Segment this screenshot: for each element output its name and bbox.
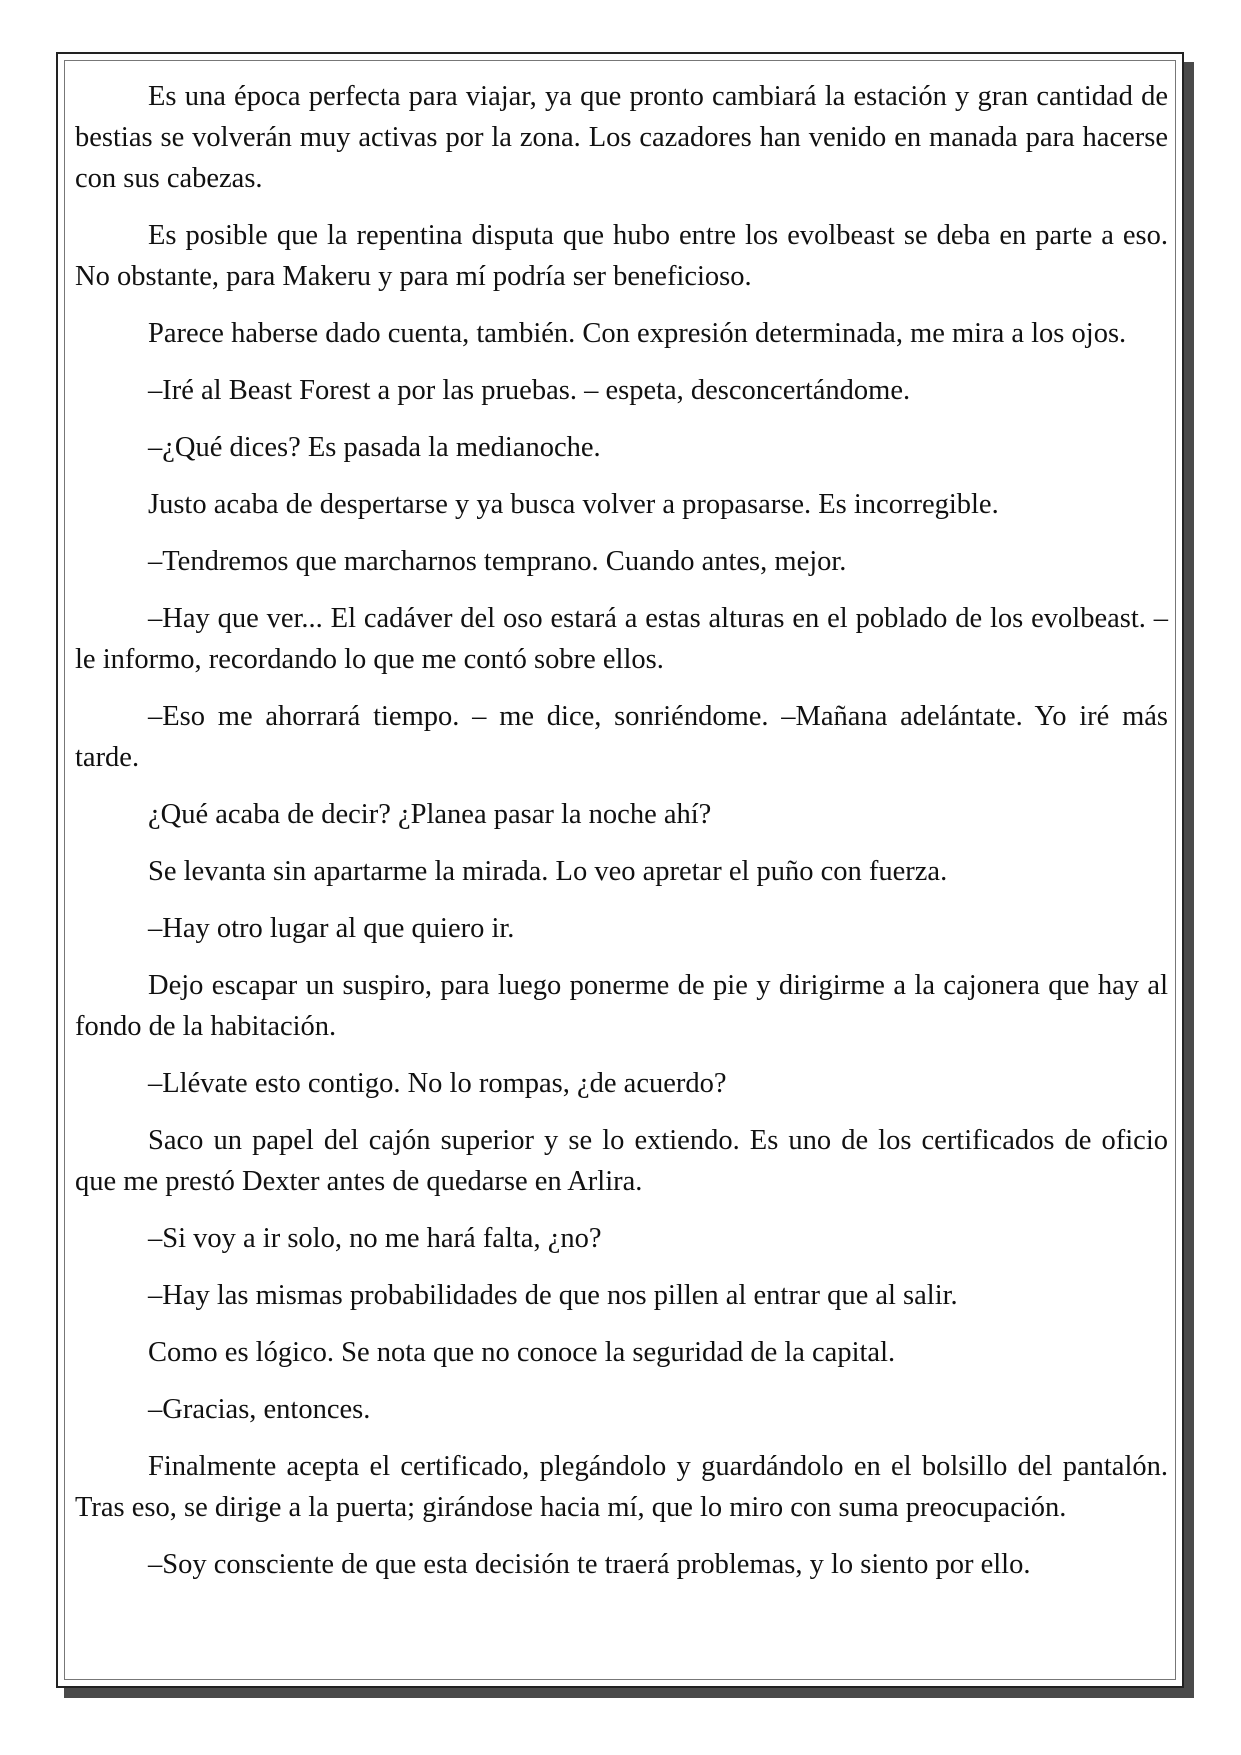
paragraph: Saco un papel del cajón superior y se lo extiendo. Es uno de los certificados de oficio que me prestó Dexter antes de quedarse en Arlira. — [75, 1125, 1168, 1197]
dialogue-line: –Hay que ver... El cadáver del oso estará a estas alturas en el poblado de los evolbeast. – le informo, recordando lo que me contó sobre ellos. — [75, 603, 1168, 675]
dialogue-line: –Tendremos que marcharnos temprano. Cuando antes, mejor. — [148, 546, 847, 577]
paragraph: Justo acaba de despertarse y ya busca volver a propasarse. Es incorregible. — [148, 489, 999, 520]
paragraph: Es posible que la repentina disputa que hubo entre los evolbeast se deba en parte a eso. No obstante, para Makeru y para mí podría ser beneficioso. — [75, 220, 1168, 292]
dialogue-line: –Gracias, entonces. — [148, 1394, 371, 1425]
paragraph: Se levanta sin apartarme la mirada. Lo veo apretar el puño con fuerza. — [148, 856, 948, 887]
dialogue-line: –Hay las mismas probabilidades de que nos pillen al entrar que al salir. — [148, 1280, 958, 1311]
dialogue-line: –Eso me ahorrará tiempo. – me dice, sonriéndome. –Mañana adelántate. Yo iré más tarde. — [75, 701, 1168, 773]
paragraph: Como es lógico. Se nota que no conoce la seguridad de la capital. — [148, 1337, 896, 1368]
paragraph: Es una época perfecta para viajar, ya que pronto cambiará la estación y gran cantidad de bestias se volverán muy activas por la zona. Los cazadores han venido en manada para hacerse con sus cabezas. — [75, 81, 1168, 194]
document-text-body — [75, 76, 1168, 1585]
dialogue-line: –Llévate esto contigo. No lo rompas, ¿de acuerdo? — [148, 1068, 727, 1099]
dialogue-line: –¿Qué dices? Es pasada la medianoche. — [148, 432, 601, 463]
dialogue-line: –Soy consciente de que esta decisión te traerá problemas, y lo siento por ello. — [148, 1549, 1031, 1580]
paragraph: Finalmente acepta el certificado, plegándolo y guardándolo en el bolsillo del pantalón. Tras eso, se dirige a la puerta; girándose hacia mí, que lo miro con suma preocupación. — [75, 1451, 1168, 1523]
dialogue-line: –Hay otro lugar al que quiero ir. — [148, 913, 515, 944]
dialogue-line: –Si voy a ir solo, no me hará falta, ¿no? — [148, 1223, 602, 1254]
dialogue-line: –Iré al Beast Forest a por las pruebas. – espeta, desconcertándome. — [148, 375, 911, 406]
paragraph: ¿Qué acaba de decir? ¿Planea pasar la noche ahí? — [148, 799, 712, 830]
paragraph: Dejo escapar un suspiro, para luego ponerme de pie y dirigirme a la cajonera que hay al fondo de la habitación. — [75, 970, 1168, 1042]
paragraph: Parece haberse dado cuenta, también. Con expresión determinada, me mira a los ojos. — [148, 318, 1127, 349]
